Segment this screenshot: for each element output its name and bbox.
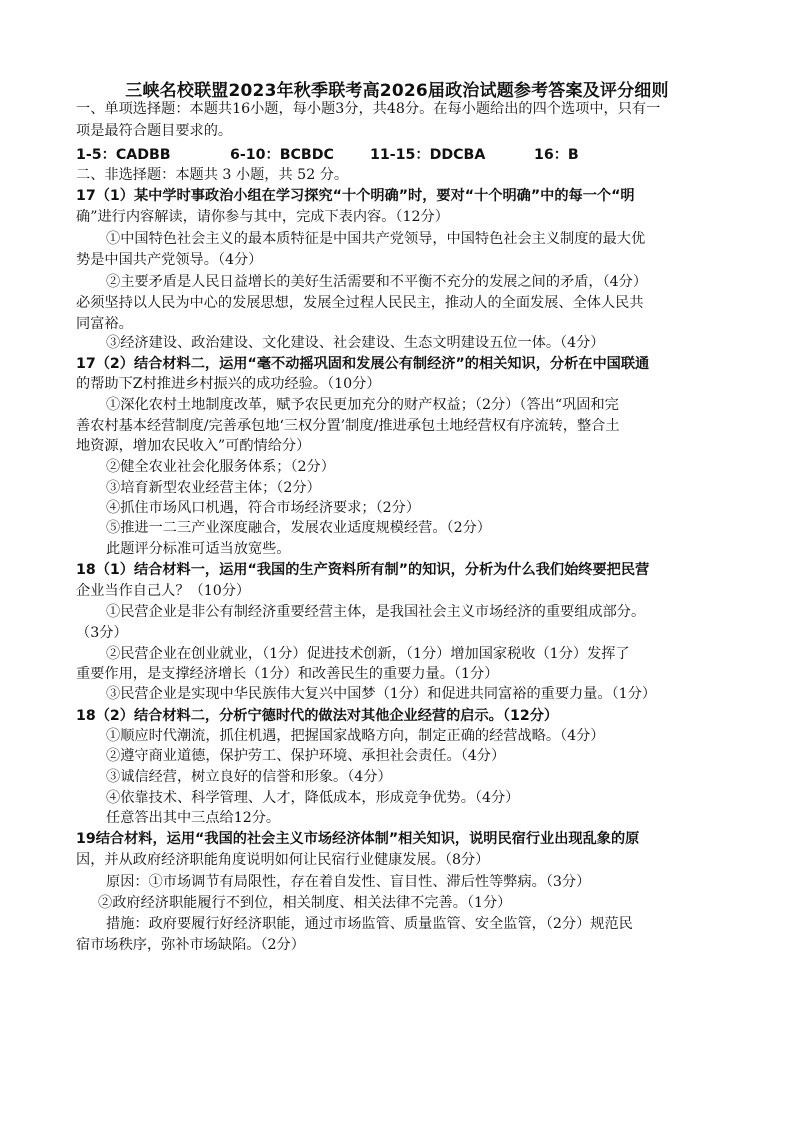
- q18-1-answer2-line2: 重要作用，是支撑经济增长（1分）和改善民生的重要力量。（1分）: [76, 666, 499, 682]
- q18-1-answer1-line1: ①民营企业是非公有制经济重要经营主体，是我国社会主义市场经济的重要组成部分。: [106, 604, 646, 620]
- q18-2-answer3: ③诚信经营，树立良好的信誉和形象。（4分）: [106, 769, 392, 785]
- mc-answer-16: 16：B: [534, 147, 579, 163]
- q18-2-answer2: ②遵守商业道德，保护劳工、保护环境、承担社会责任。（4分）: [106, 748, 506, 764]
- q17-2-answer5: ⑤推进一二三产业深度融合，发展农业适度规模经营。（2分）: [106, 520, 491, 536]
- section2-heading: 二、非选择题：本题共 3 小题，共 52 分。: [76, 167, 349, 183]
- q19-reason1: 原因：①市场调节有局限性，存在着自发性、盲目性、滞后性等弊病。（3分）: [106, 874, 591, 890]
- q18-2-grading-note: 任意答出其中三点给12分。: [106, 810, 281, 826]
- q17-2-answer4: ④抓住市场风口机遇，符合市场经济要求；（2分）: [106, 500, 421, 516]
- q19-question-line2: 因，并从政府经济职能角度说明如何让民宿行业健康发展。（8分）: [76, 852, 490, 868]
- document-title: 三峡名校联盟2023年秋季联考高2026届政治试题参考答案及评分细则: [125, 81, 669, 101]
- q19-measure-line1: 措施：政府要履行好经济职能，通过市场监管、质量监管、安全监管，（2分）规范民: [106, 916, 633, 932]
- q17-2-answer2: ②健全农业社会化服务体系；（2分）: [106, 459, 335, 475]
- q17-1-answer2-line3: 同富裕。: [76, 316, 133, 332]
- section1-heading-line2: 项是最符合题目要求的。: [76, 123, 233, 139]
- q17-1-answer1-line2: 势是中国共产党领导。（4分）: [76, 252, 263, 268]
- q18-2-answer4: ④依靠技术、科学管理、人才，降低成本，形成竞争优势。（4分）: [106, 790, 520, 806]
- q17-2-answer3: ③培育新型农业经营主体；（2分）: [106, 480, 321, 496]
- q17-1-answer2-line1: ②主要矛盾是人民日益增长的美好生活需要和不平衡不充分的发展之间的矛盾，（4分）: [106, 274, 648, 290]
- q19-reason2: ②政府经济职能履行不到位，相关制度、相关法律不完善。（1分）: [98, 895, 512, 911]
- q19-measure-line2: 宿市场秩序，弥补市场缺陷。（2分）: [76, 937, 305, 953]
- q17-2-answer1-line2: 善农村基本经营制度/完善承包地‘三权分置’制度/推进承包土地经营权有序流转，整合土: [76, 418, 620, 434]
- q19-question-line1: 19结合材料，运用“我国的社会主义市场经济体制”相关知识，说明民宿行业出现乱象的原: [76, 831, 640, 847]
- q18-1-answer3: ③民营企业是实现中华民族伟大复兴中国梦（1分）和促进共同富裕的重要力量。（1分）: [106, 686, 657, 702]
- q18-2-answer1: ①顺应时代潮流，抓住机遇，把握国家战略方向，制定正确的经营战略。（4分）: [106, 728, 605, 744]
- mc-answers-6-10: 6-10：BCBDC: [230, 147, 334, 163]
- q17-2-answer1-line3: 地资源，增加农民收入”可酌情给分）: [76, 438, 311, 454]
- mc-answers-11-15: 11-15：DDCBA: [370, 147, 486, 163]
- q17-1-answer2-line2: 必须坚持以人民为中心的发展思想，发展全过程人民民主，推动人的全面发展、全体人民共: [76, 295, 644, 311]
- q18-2-question: 18（2）结合材料二，分析宁德时代的做法对其他企业经营的启示。（12分）: [76, 708, 559, 724]
- q17-1-question-line1: 17（1）某中学时事政治小组在学习探究“十个明确”时，要对“十个明确”中的每一个“明: [76, 188, 635, 204]
- q17-1-answer3: ③经济建设、政治建设、文化建设、社会建设、生态文明建设五位一体。（4分）: [106, 335, 605, 351]
- q17-2-answer1-line1: ①深化农村土地制度改革，赋予农民更加充分的财产权益；（2分）（答出“巩固和完: [106, 397, 619, 413]
- q17-1-answer1-line1: ①中国特色社会主义的最本质特征是中国共产党领导，中国特色社会主义制度的最大优: [106, 231, 646, 247]
- mc-answers-1-5: 1-5：CADBB: [76, 147, 171, 163]
- q17-2-question-line2: 的帮助下Z村推进乡村振兴的成功经验。（10分）: [76, 376, 381, 392]
- q18-1-question-line1: 18（1）结合材料一，运用“我国的生产资料所有制”的知识，分析为什么我们始终要把民营: [76, 562, 650, 578]
- q17-1-question-line2: 确”进行内容解读，请你参与其中，完成下表内容。（12分）: [76, 209, 449, 225]
- q17-2-grading-note: 此题评分标准可适当放宽些。: [106, 541, 291, 557]
- q18-1-question-line2: 企业当作自己人？（10分）: [76, 583, 251, 599]
- q17-2-question-line1: 17（2）结合材料二，运用“毫不动摇巩固和发展公有制经济”的相关知识，分析在中国联通: [76, 356, 650, 372]
- section1-heading-line1: 一、单项选择题：本题共16小题，每小题3分，共48分。在每小题给出的四个选项中，只有一: [76, 101, 661, 117]
- q18-1-answer1-line2: （3分）: [76, 625, 128, 641]
- q18-1-answer2-line1: ②民营企业在创业就业，（1分）促进技术创新，（1分）增加国家税收（1分）发挥了: [106, 646, 630, 662]
